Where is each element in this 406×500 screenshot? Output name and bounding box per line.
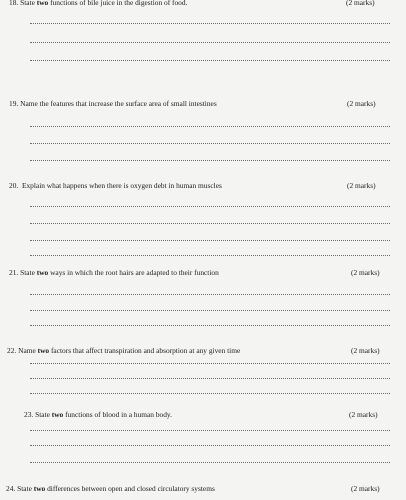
answer-line[interactable] xyxy=(30,325,390,326)
answer-line[interactable] xyxy=(30,223,390,224)
marks-label: (2 marks) xyxy=(351,346,380,355)
answer-line[interactable] xyxy=(30,294,390,295)
answer-line[interactable] xyxy=(30,363,390,364)
question-text-bold: two xyxy=(37,346,50,355)
question-text xyxy=(7,346,240,355)
question-text xyxy=(9,0,187,7)
question-number: 19. xyxy=(9,99,19,108)
answer-line[interactable] xyxy=(30,160,390,161)
marks-label: (2 marks) xyxy=(347,99,376,108)
question-text-bold: two xyxy=(51,410,64,419)
answer-line[interactable] xyxy=(30,126,390,127)
question-text xyxy=(9,181,222,190)
question-number: 22. xyxy=(7,346,17,355)
question-text-bold: two xyxy=(36,268,49,277)
marks-label: (2 marks) xyxy=(346,0,375,7)
answer-line[interactable] xyxy=(30,378,390,379)
question-text-pre: Explain what happens when there is oxygen debt in human muscles xyxy=(21,181,222,190)
question-number: 20. xyxy=(9,181,19,190)
question-text xyxy=(9,268,219,277)
answer-line[interactable] xyxy=(30,42,390,43)
answer-line[interactable] xyxy=(30,393,390,394)
question-text-pre: Name the features that increase the surface area of small intestines xyxy=(20,99,217,108)
question-text-post: differences between open and closed circulatory systems xyxy=(45,484,215,493)
question-number: 24. xyxy=(6,484,16,493)
question-text-post: functions of bile juice in the digestion of food. xyxy=(48,0,188,7)
question-text-post: functions of blood in a human body. xyxy=(63,410,172,419)
answer-line[interactable] xyxy=(30,255,390,256)
answer-line[interactable] xyxy=(30,206,390,207)
answer-line[interactable] xyxy=(30,143,390,144)
question-text xyxy=(9,99,217,108)
answer-line[interactable] xyxy=(30,462,390,463)
question-text-pre: State xyxy=(20,268,37,277)
question-number: 21. xyxy=(9,268,19,277)
answer-line[interactable] xyxy=(30,23,390,24)
question-text-post: factors that affect transpiration and absorption at any given time xyxy=(49,346,241,355)
answer-line[interactable] xyxy=(30,60,390,61)
question-number: 18. xyxy=(9,0,19,7)
question-text xyxy=(24,410,172,419)
question-text-pre: Name xyxy=(18,346,38,355)
question-text-post: ways in which the root hairs are adapted to their function xyxy=(48,268,219,277)
answer-line[interactable] xyxy=(30,430,390,431)
marks-label: (2 marks) xyxy=(349,410,378,419)
answer-line[interactable] xyxy=(30,240,390,241)
question-text-pre: State xyxy=(17,484,34,493)
marks-label: (2 marks) xyxy=(351,268,380,277)
question-text-pre: State xyxy=(35,410,52,419)
answer-line[interactable] xyxy=(30,445,390,446)
question-text xyxy=(6,484,215,493)
marks-label: (2 marks) xyxy=(347,181,376,190)
question-text-bold: two xyxy=(33,484,46,493)
marks-label: (2 marks) xyxy=(351,484,380,493)
answer-line[interactable] xyxy=(30,310,390,311)
question-number: 23. xyxy=(24,410,34,419)
question-text-bold: two xyxy=(36,0,49,7)
question-text-pre: State xyxy=(20,0,37,7)
